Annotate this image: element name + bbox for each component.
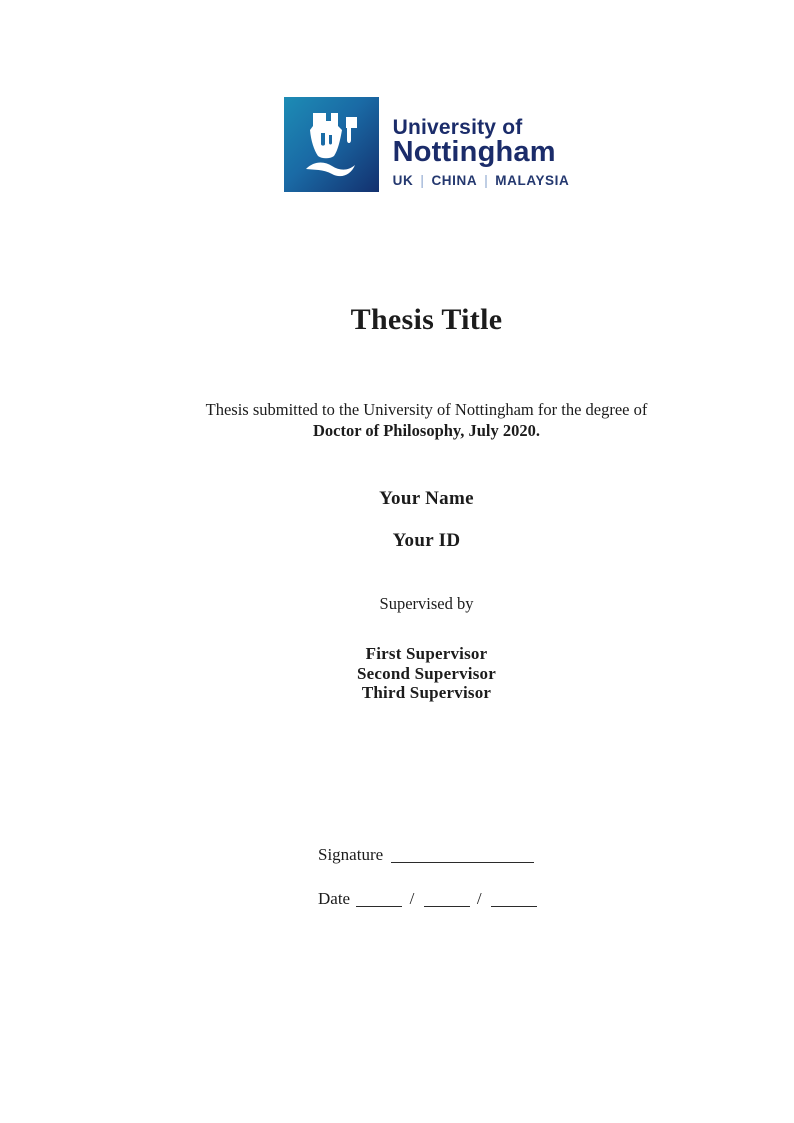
date-separator: / [476, 889, 482, 908]
submission-line1: Thesis submitted to the University of Nottingham for the degree of [205, 400, 648, 419]
content-column [59, 0, 794, 1123]
signature-label: Signature [318, 845, 384, 864]
thesis-title: Thesis Title [350, 303, 503, 336]
campus-uk: UK [392, 173, 414, 188]
submission-line2: Doctor of Philosophy, July 2020. [312, 421, 541, 440]
date-day-blank-line [356, 896, 402, 907]
date-year-blank-line [491, 896, 537, 907]
logo-gradient-square [284, 97, 379, 192]
castle-icon [284, 97, 379, 192]
campus-malaysia: MALAYSIA [495, 173, 570, 188]
signature-blank-line [391, 852, 534, 863]
campus-china: CHINA [431, 173, 478, 188]
supervisor-first: First Supervisor [365, 644, 488, 663]
logo-campuses [393, 173, 570, 188]
logo-nottingham: Nottingham [392, 136, 556, 168]
campus-separator: | [484, 173, 489, 188]
date-month-blank-line [424, 896, 470, 907]
date-separator: / [409, 889, 415, 908]
signature-row [318, 845, 534, 865]
university-logo [59, 97, 794, 192]
author-id: Your ID [392, 530, 461, 551]
logo-university-of: University of [392, 116, 523, 139]
date-label: Date [318, 889, 351, 908]
supervisor-third: Third Supervisor [361, 683, 492, 702]
supervisor-list [59, 644, 794, 703]
author-name: Your Name [379, 488, 474, 509]
campus-separator: | [420, 173, 425, 188]
supervised-by-label: Supervised by [379, 594, 474, 613]
supervisor-second: Second Supervisor [357, 663, 496, 683]
submission-statement [59, 399, 794, 441]
date-row [318, 889, 537, 909]
logo-wordmark [393, 97, 570, 188]
